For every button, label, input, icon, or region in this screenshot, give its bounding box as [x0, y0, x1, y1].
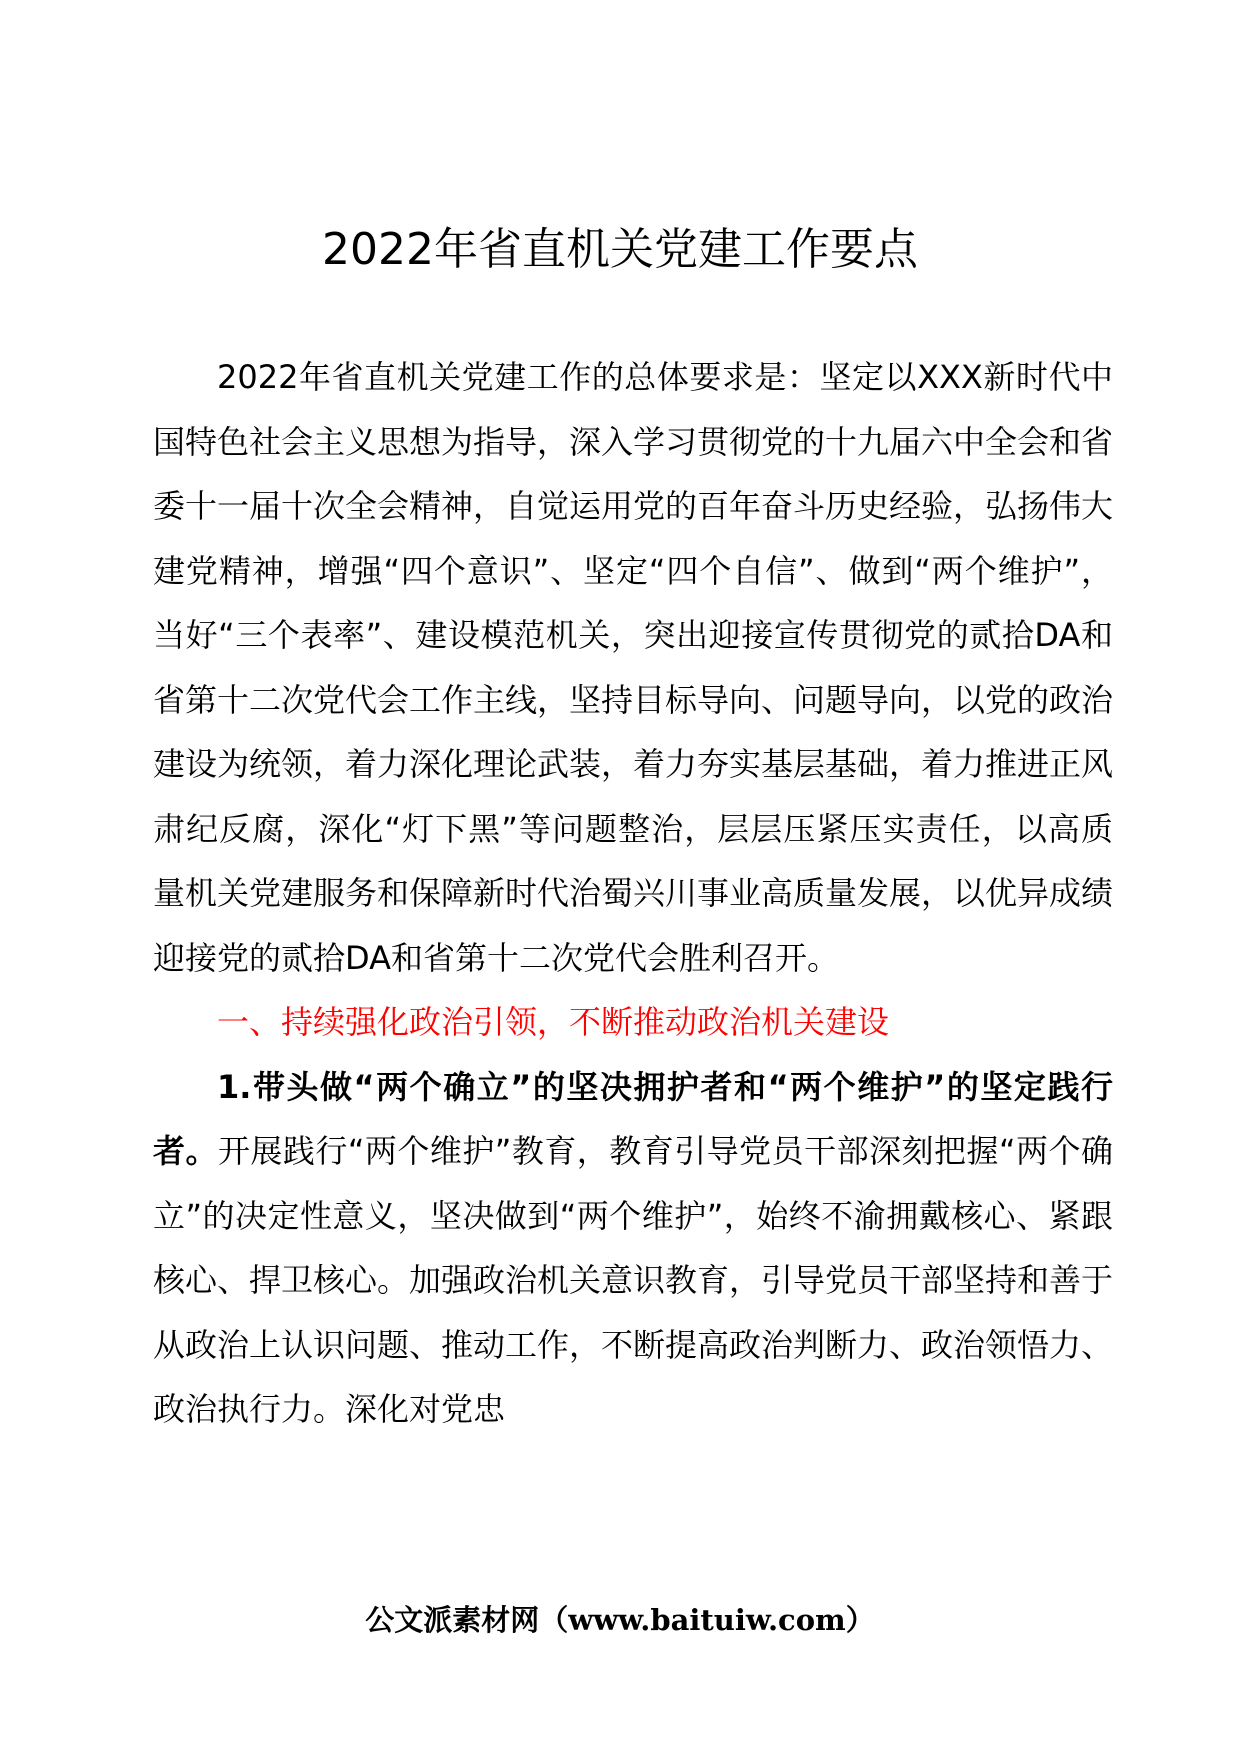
intro-paragraph: 2022年省直机关党建工作的总体要求是：坚定以XXX新时代中国特色社会主义思想为指导，深入学习贯彻党的十九届六中全会和省委十一届十次全会精神，自觉运用党的百年奋斗历史经验，弘扬伟大建党精神，增强“四个意识”、坚定“四个自信”、做到“两个维护”，当好“三个表率”、建设模范机关，突出迎接宣传贯彻党的贰拾DA和省第十二次党代会工作主线，坚持目标导向、问题导向，以党的政治建设为统领，着力深化理论武装，着力夯实基层基础，着力推进正风肃纪反腐，深化“灯下黑”等问题整治，层层压紧压实责任，以高质量机关党建服务和保障新时代治蜀兴川事业高质量发展，以优异成绩迎接党的贰拾DA和省第十二次党代会胜利召开。	[153, 358, 1114, 977]
document-title: 2022年省直机关党建工作要点	[322, 224, 918, 275]
document-body	[153, 345, 1113, 1442]
item-1-paragraph	[153, 1055, 1113, 1442]
section-1-heading: 一、持续强化政治引领，不断推动政治机关建设	[217, 1003, 890, 1041]
item-1-lead: 1.带头做“两个确立”的坚决拥护者和“两个维护”的坚定践行者。	[153, 1067, 1113, 1170]
footer-watermark: 公文派素材网（www.baituiw.com）	[365, 1603, 875, 1637]
item-1-text: 开展践行“两个维护”教育，教育引导党员干部深刻把握“两个确立”的决定性意义，坚决做到“两个维护”，始终不渝拥戴核心、紧跟核心、捍卫核心。加强政治机关意识教育，引导党员干部坚持和善于从政治上认识问题、推动工作，不断提高政治判断力、政治领悟力、政治执行力。深化对党忠	[153, 1132, 1114, 1428]
